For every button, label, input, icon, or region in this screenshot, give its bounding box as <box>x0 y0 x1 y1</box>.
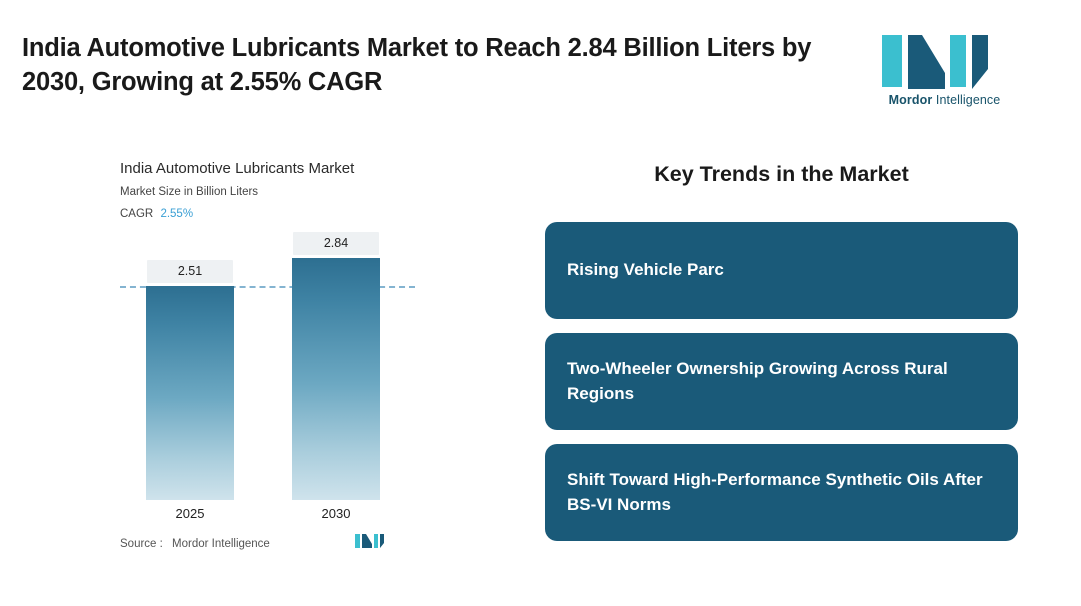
source-logo-icon <box>355 533 385 549</box>
bar-value-label-2030: 2.84 <box>293 232 379 255</box>
trend-card-2[interactable] <box>545 333 1018 430</box>
brand-logo <box>882 33 1007 107</box>
chart-subtitle: Market Size in Billion Liters <box>120 186 259 198</box>
bar-2030 <box>292 258 380 500</box>
source-label: Source : <box>120 538 163 550</box>
chart-panel <box>0 150 520 570</box>
chart-cagr <box>120 208 193 220</box>
brand-name-primary: Mordor <box>888 93 933 107</box>
brand-name-secondary: Intelligence <box>935 93 1001 107</box>
x-axis-label-2030: 2030 <box>321 506 351 521</box>
trend-card-1-label: Rising Vehicle Parc <box>567 260 724 280</box>
trends-title: Key Trends in the Market <box>654 162 909 186</box>
trend-card-3-label: Shift Toward High-Performance Synthetic Oils After BS-VI Norms <box>567 470 983 514</box>
source-value: Mordor Intelligence <box>172 538 270 550</box>
brand-logo-text <box>882 93 1007 107</box>
cagr-label: CAGR <box>120 208 154 220</box>
chart-plot-area <box>120 236 450 521</box>
page-title: India Automotive Lubricants Market to Reach 2.84 Billion Liters by 2030, Growing at 2.55% CAGR <box>22 34 812 96</box>
trend-card-2-label: Two-Wheeler Ownership Growing Across Rural Regions <box>567 359 948 403</box>
bar-value-label-2025: 2.51 <box>147 260 233 283</box>
trend-card-3[interactable] <box>545 444 1018 541</box>
trend-card-1[interactable] <box>545 222 1018 319</box>
x-axis-label-2025: 2025 <box>175 506 205 521</box>
mordor-logo-icon <box>882 33 1005 89</box>
chart-source <box>120 538 270 550</box>
cagr-value: 2.55% <box>160 208 194 220</box>
bar-2025 <box>146 286 234 500</box>
chart-title: India Automotive Lubricants Market <box>120 160 355 177</box>
